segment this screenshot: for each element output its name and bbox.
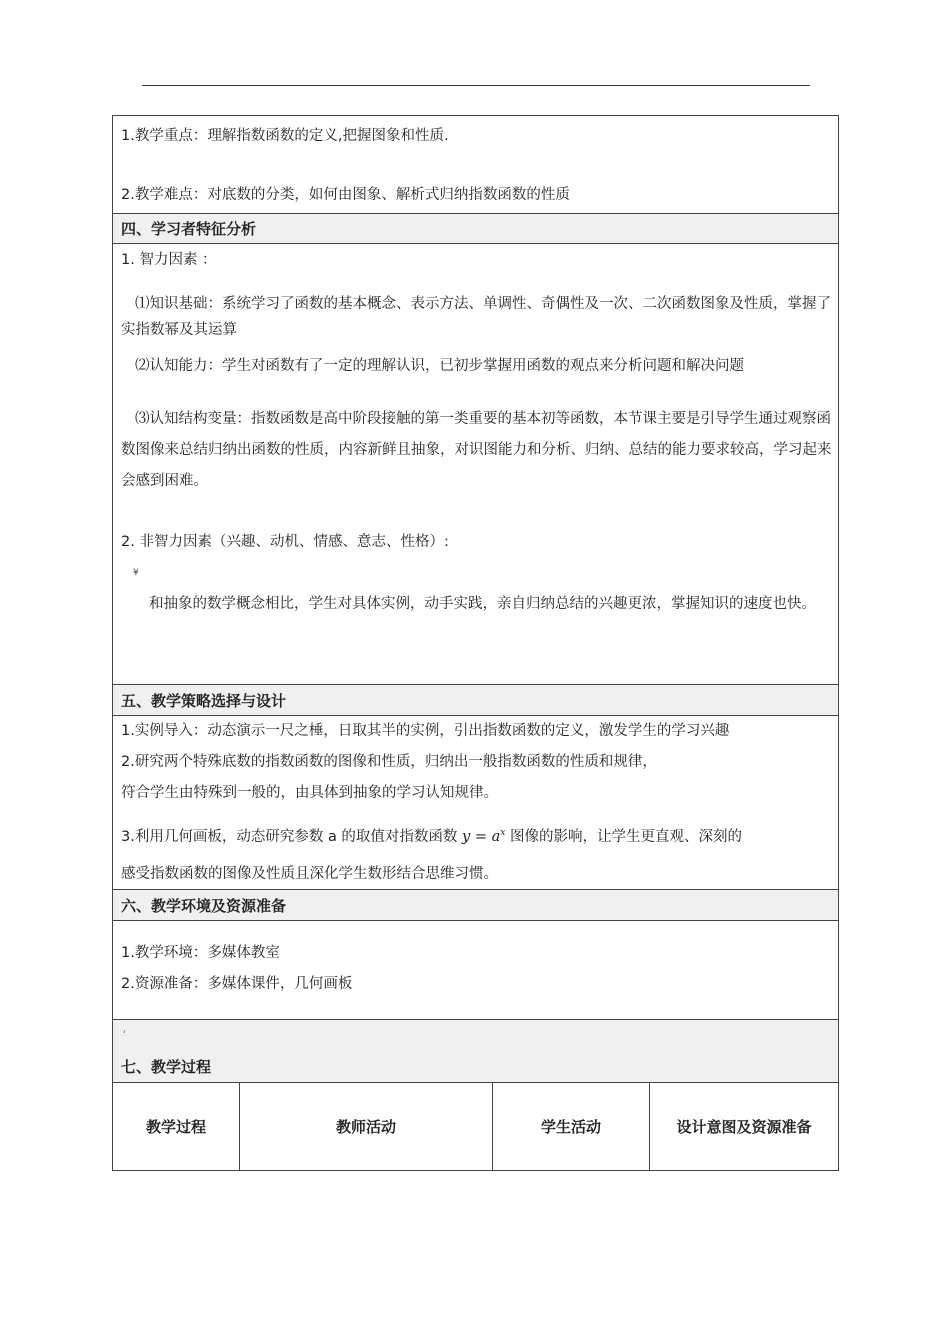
environment-text: 1.教学环境：多媒体教室 (121, 945, 280, 961)
formula-y-equals-a: y = a (462, 828, 501, 845)
column-header: 教师活动 (240, 1083, 493, 1170)
focus-section (113, 116, 838, 214)
strategy-section (113, 685, 838, 890)
section-heading: 六、教学环境及资源准备 (113, 890, 838, 921)
process-heading-area (113, 1020, 838, 1083)
cognitive-ability-text: ⑵认知能力：学生对函数有了一定的理解认识，已初步掌握用函数的观点来分析问题和解决问题 (135, 358, 744, 374)
interest-text: 和抽象的数学概念相比，学生对具体实例，动手实践，亲自归纳总结的兴趣更浓，掌握知识的速度也快。 (149, 596, 816, 612)
resources-text: 2.资源准备：多媒体课件，几何画板 (121, 976, 353, 992)
key-point-text: 1.教学重点：理解指数函数的定义,把握图象和性质. (121, 128, 449, 144)
knowledge-base-text: ⑴知识基础：系统学习了函数的基本概念、表示方法、单调性、奇偶性及一次、二次函数图象及性质，掌握了实指数幂及其运算 (121, 296, 831, 338)
strategy-line-3: 符合学生由特殊到一般的，由具体到抽象的学习认知规律。 (121, 785, 498, 801)
stray-mark: ¥ (133, 568, 139, 578)
column-header: 设计意图及资源准备 (676, 1118, 812, 1136)
column-header: 学生活动 (493, 1083, 650, 1170)
cognitive-structure-text: ⑶认知结构变量：指数函数是高中阶段接触的第一类重要的基本初等函数，本节课主要是引导学生通过观察函数图像来总结归纳出函数的性质，内容新鲜且抽象，对识图能力和分析、归纳、总结的能力要求较高，学习起来会感到困难。 (121, 411, 832, 489)
strategy-line-4-post: 图像的影响，让学生更直观、深刻的 (505, 828, 742, 845)
process-section (113, 1020, 838, 1170)
environment-section (113, 890, 838, 1020)
difficulty-text: 2.教学难点：对底数的分类，如何由图象、解析式归纳指数函数的性质 (121, 187, 570, 203)
item-intellectual: 1. 智力因素 ： (121, 252, 217, 268)
strategy-line-1: 1.实例导入：动态演示一尺之棰，日取其半的实例，引出指数函数的定义，激发学生的学习兴趣 (121, 723, 730, 739)
header-rule (142, 85, 810, 86)
strategy-line-4-pre: 3.利用几何画板，动态研究参数 a 的取值对指数函数 (121, 828, 463, 845)
lesson-plan-table (112, 115, 839, 1171)
strategy-line-2: 2.研究两个特殊底数的指数函数的图像和性质，归纳出一般指数函数的性质和规律， (121, 754, 657, 770)
item-non-intellectual: 2. 非智力因素（兴趣、动机、情感、意志、性格）: (121, 534, 449, 550)
formula-exponent: x (500, 828, 506, 838)
section-heading: 五、教学策略选择与设计 (113, 685, 838, 716)
stray-mark: ' (123, 1030, 126, 1040)
strategy-line-5: 感受指数函数的图像及性质且深化学生数形结合思维习惯。 (121, 866, 498, 882)
process-header-row (113, 1083, 838, 1170)
column-header: 教学过程 (113, 1083, 240, 1170)
section-heading: 四、学习者特征分析 (113, 214, 838, 244)
section-heading: 七、教学过程 (121, 1058, 212, 1076)
learner-analysis-section (113, 214, 838, 685)
strategy-line-4 (121, 823, 832, 847)
